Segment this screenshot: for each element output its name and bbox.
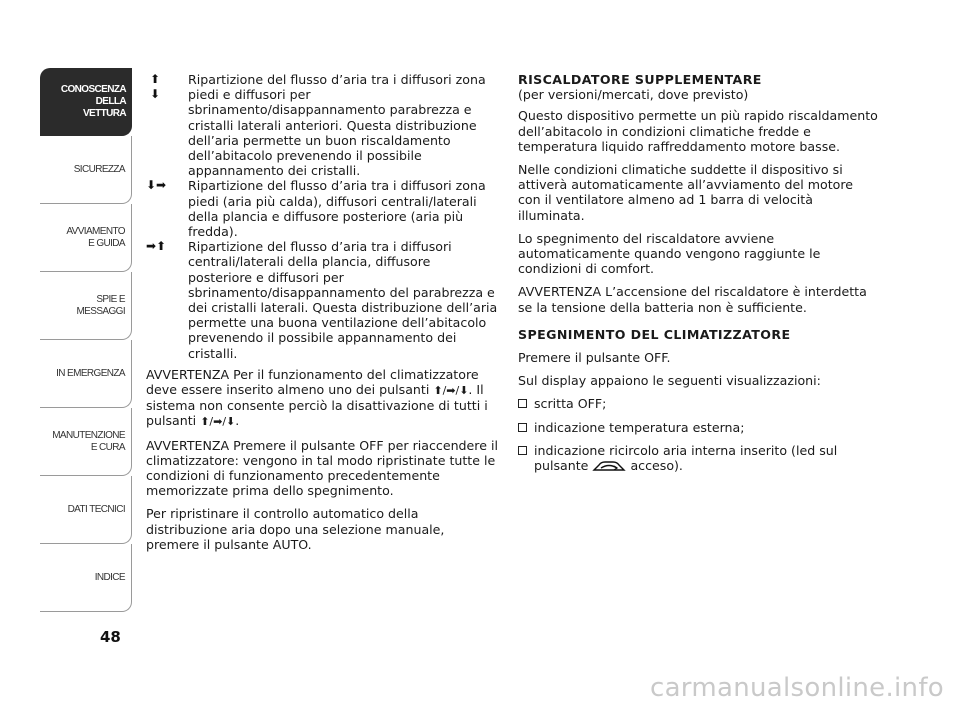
mode-buttons-icon: ⬆/➡/⬇ <box>200 415 236 429</box>
section-subheading: (per versioni/mercati, dove previsto) <box>518 87 749 103</box>
warning-paragraph: AVVERTENZA Premere il pulsante OFF per riaccendere il climatizzatore: vengono in tal modo ripristinate tutte le condizioni di funzionamento precedentemente memorizzate prima dello spegnimento. <box>146 437 498 499</box>
tab-label: CONOSCENZA DELLA VETTURA <box>60 84 126 119</box>
tab-manutenzione-e-cura[interactable] <box>40 408 132 476</box>
distribution-text: Ripartizione del flusso d’aria tra i diffusori centrali/laterali della plancia, diffusore posteriore e diffusori per sbrinamento/disappannamento del parabrezza e dei cristalli laterali. Questa distribuzione dell’aria permette una buona ventilazione dell’abitacolo prevenendo il possibile appannamento dei cristalli. <box>188 239 498 361</box>
watermark: carmanualsonline.info <box>649 673 944 703</box>
section-heading: RISCALDATORE SUPPLEMENTARE <box>518 72 762 87</box>
distribution-text: Ripartizione del flusso d’aria tra i diffusori zona piedi e diffusori per sbrinamento/disappannamento parabrezza e cristalli laterali anteriori. Questa distribuzione dell’aria permette un buon riscaldamento dell’abitacolo prevenendo il possibile appannamento dei cristalli. <box>188 72 486 179</box>
tab-label: INDICE <box>94 571 125 583</box>
tab-sicurezza[interactable] <box>40 136 132 204</box>
list-item-text: indicazione ricircolo aria interna inserito (led sul pulsante <box>534 442 838 474</box>
list-item <box>518 396 878 411</box>
warning-text: AVVERTENZA Per il funzionamento del climatizzatore deve essere inserito almeno uno dei pulsanti <box>146 366 479 398</box>
page-number: 48 <box>100 628 121 646</box>
tab-label: IN EMERGENZA <box>56 367 125 379</box>
body-paragraph: Sul display appaiono le seguenti visualizzazioni: <box>518 373 821 389</box>
arrow-up-down-icon: ⬆ ⬇ <box>150 72 161 101</box>
distribution-text: Ripartizione del flusso d’aria tra i diffusori zona piedi (aria più calda), diffusori centrali/laterali della plancia e diffusore posteriore (aria più fredda). <box>188 178 486 240</box>
warning-paragraph: AVVERTENZA L’accensione del riscaldatore è interdetta se la tensione della batteria non è sufficiente. <box>518 284 867 315</box>
right-column <box>518 72 878 484</box>
arrow-right-up-icon: ➡⬆ <box>146 239 167 254</box>
checkbox-bullet-icon <box>518 446 527 455</box>
checkbox-bullet-icon <box>518 423 527 432</box>
distribution-item <box>146 178 498 239</box>
body-paragraph: Per ripristinare il controllo automatico della distribuzione aria dopo una selezione manuale, premere il pulsante AUTO. <box>146 506 445 552</box>
tab-label: SICUREZZA <box>73 163 125 175</box>
arrow-down-right-icon: ⬇➡ <box>146 178 167 193</box>
list-item-text: indicazione temperatura esterna; <box>534 419 745 435</box>
checkbox-bullet-icon <box>518 399 527 408</box>
warning-paragraph <box>146 367 498 430</box>
mode-buttons-icon: ⬆/➡/⬇ <box>433 384 469 398</box>
list-item <box>518 443 878 476</box>
tab-label: AVVIAMENTO E GUIDA <box>66 225 125 249</box>
warning-text: . Il sistema non consente perciò la disattivazione di tutti i pulsanti <box>146 382 488 429</box>
tab-avviamento-e-guida[interactable] <box>40 204 132 272</box>
warning-text: . <box>235 413 240 429</box>
tab-label: SPIE E MESSAGGI <box>76 293 125 317</box>
list-item <box>518 420 878 435</box>
distribution-item <box>146 239 498 361</box>
distribution-item <box>146 72 498 178</box>
tab-label: MANUTENZIONE E CURA <box>52 429 125 453</box>
section-heading: SPEGNIMENTO DEL CLIMATIZZATORE <box>518 326 791 342</box>
tab-spie-e-messaggi[interactable] <box>40 272 132 340</box>
tab-in-emergenza[interactable] <box>40 340 132 408</box>
body-paragraph: Nelle condizioni climatiche suddette il dispositivo si attiverà automaticamente all’avviamento del motore con il ventilatore almeno ad 1 barra di velocità illuminata. <box>518 162 853 223</box>
left-column <box>146 72 498 560</box>
chapter-tabs <box>40 68 132 612</box>
air-recirculation-icon <box>592 459 626 476</box>
tab-conoscenza-della-vettura[interactable] <box>40 68 132 136</box>
list-item-text: acceso). <box>626 458 683 474</box>
list-item-text: scritta OFF; <box>534 396 607 412</box>
tab-dati-tecnici[interactable] <box>40 476 132 544</box>
body-paragraph: Premere il pulsante OFF. <box>518 350 671 366</box>
tab-indice[interactable] <box>40 544 132 612</box>
body-paragraph: Lo spegnimento del riscaldatore avviene automaticamente quando vengono raggiunte le condizioni di comfort. <box>518 230 821 277</box>
body-paragraph: Questo dispositivo permette un più rapido riscaldamento dell’abitacolo in condizioni climatiche fredde e temperatura liquido raffreddamento motore basse. <box>518 108 878 154</box>
tab-label: DATI TECNICI <box>67 503 125 515</box>
